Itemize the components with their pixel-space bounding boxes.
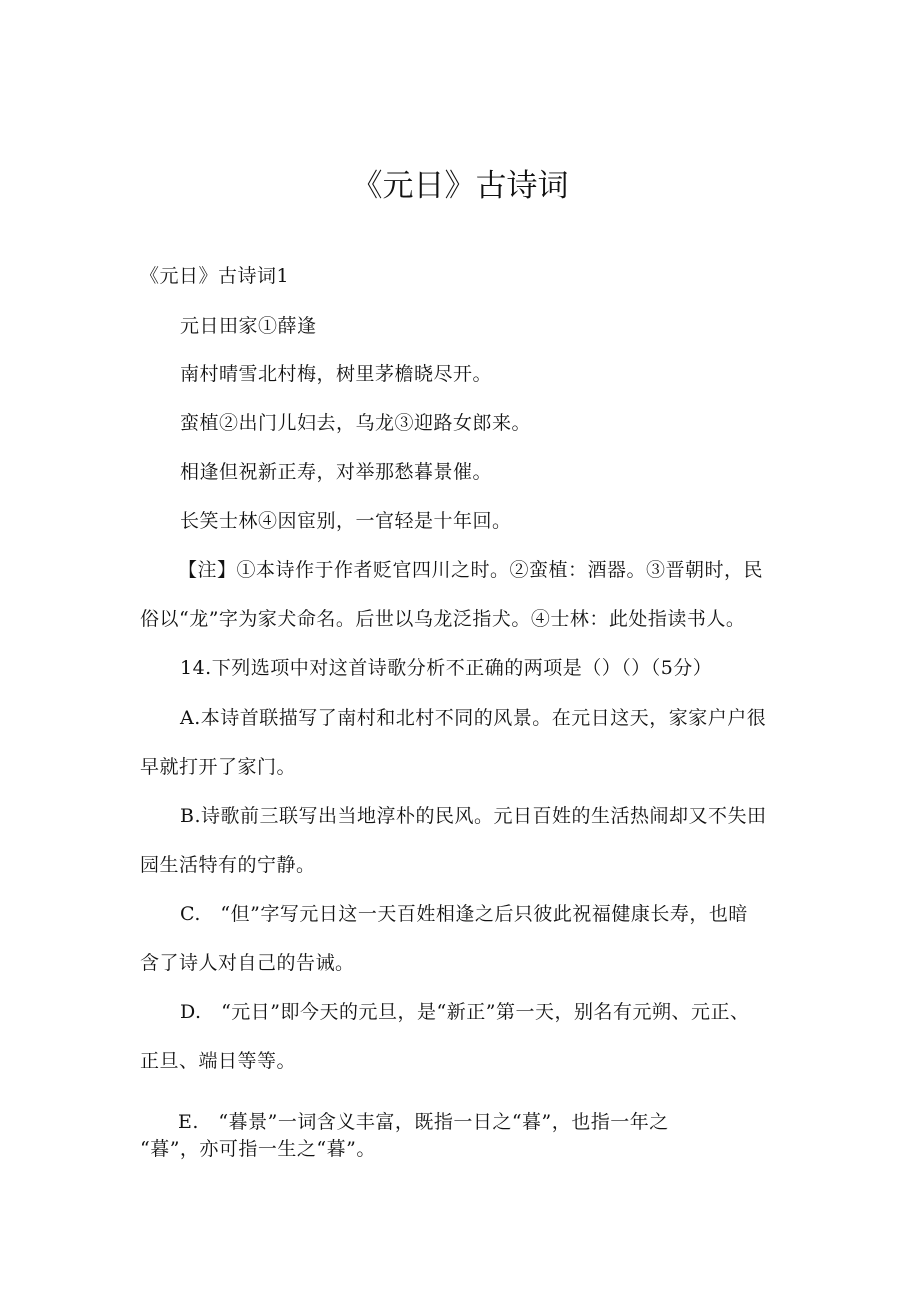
- document-title: 《元日》古诗词: [351, 168, 569, 204]
- option-a-line-1: A.本诗首联描写了南村和北村不同的风景。在元日这天，家家户户很: [180, 707, 767, 729]
- option-b-line-2: 园生活特有的宁静。: [140, 854, 316, 876]
- note-line-2: 俗以“龙”字为家犬命名。后世以乌龙泛指犬。④士林：此处指读书人。: [140, 608, 746, 630]
- option-b-line-1: B.诗歌前三联写出当地淳朴的民风。元日百姓的生活热闹却又不失田: [180, 805, 767, 827]
- section-heading: 《元日》古诗词1: [140, 265, 290, 287]
- poem-line-3: 相逢但祝新正寿，对举那愁暮景催。: [180, 461, 493, 483]
- question-stem: 14.下列选项中对这首诗歌分析不正确的两项是（）（）（5分）: [180, 657, 713, 679]
- option-e-line-2: “暮”，亦可指一生之“暮”。: [140, 1138, 376, 1160]
- option-a-line-2: 早就打开了家门。: [140, 756, 297, 778]
- poem-line-1: 南村晴雪北村梅，树里茅檐晓尽开。: [180, 363, 493, 385]
- option-d-line-1: D. “元日”即今天的元旦，是“新正”第一天，别名有元朔、元正、: [180, 1001, 750, 1023]
- option-c-line-1: C. “但”字写元日这一天百姓相逢之后只彼此祝福健康长寿，也暗: [180, 903, 748, 925]
- option-e-line-1: E. “暮景”一词含义丰富，既指一日之“暮”，也指一年之: [178, 1111, 669, 1133]
- note-line-1: 【注】①本诗作于作者贬官四川之时。②蛮植：酒器。③晋朝时，民: [178, 559, 764, 581]
- poem-title-author: 元日田家①薛逢: [180, 315, 317, 337]
- poem-line-2: 蛮植②出门儿妇去，乌龙③迎路女郎来。: [180, 412, 532, 434]
- option-c-line-2: 含了诗人对自己的告诫。: [140, 952, 355, 974]
- poem-line-4: 长笑士林④因宦别，一官轻是十年回。: [180, 510, 512, 532]
- option-d-line-2: 正旦、端日等等。: [140, 1050, 297, 1072]
